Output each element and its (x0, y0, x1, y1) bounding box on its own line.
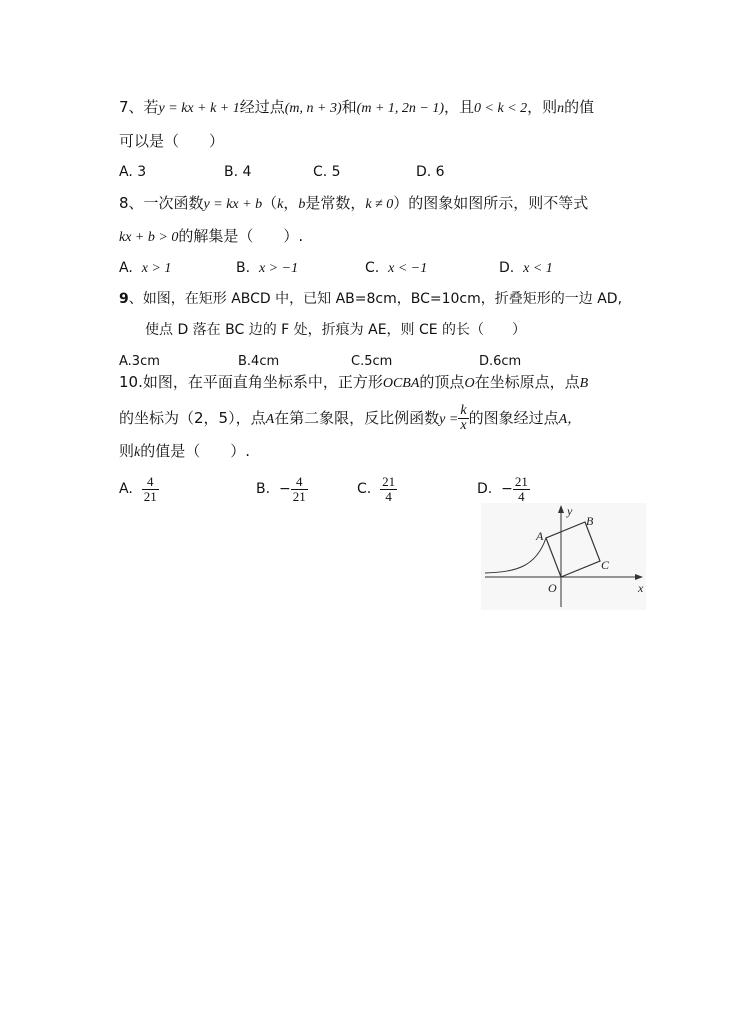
q10-option-d-sign: − (501, 481, 513, 497)
q10-text4: 的坐标为（2，5），点 (119, 409, 266, 427)
q7-condition: 0 < k < 2 (474, 101, 528, 116)
q9-line2: 使点 D 落在 BC 边的 F 处，折痕为 AE，则 CE 的长（ ） (145, 322, 527, 338)
q8-var-k: k (277, 197, 284, 212)
q10-option-c-fraction (380, 475, 397, 504)
q10-square-name: OCBA (382, 376, 420, 391)
q9-number: 9 (119, 291, 129, 307)
q9-option-b: B.4cm (238, 354, 280, 369)
q10-option-c-den: 4 (385, 488, 392, 504)
q10-option-b-sign: − (278, 481, 291, 497)
q7-option-a: A. 3 (119, 164, 147, 180)
q10-line2 (119, 400, 581, 436)
q10-text5: 在第二象限，反比例函数 (274, 409, 440, 427)
q8-option-d-label: D. (499, 260, 515, 276)
q7-text3: ，则 (527, 98, 558, 116)
q10-fraction-k-over-x (458, 404, 468, 433)
q8-option-c-value: x < −1 (388, 261, 428, 276)
q8-equation: y = kx + b (203, 197, 263, 212)
q10-option-a-label: A. (119, 481, 133, 497)
label-a: A (536, 529, 544, 543)
q8-option-b (236, 258, 298, 279)
q10-text: 10.如图，在平面直角坐标系中，正方形 (119, 373, 383, 391)
q7-option-b: B. 4 (224, 164, 252, 180)
q9-line1 (119, 289, 622, 309)
q8-inequality: kx + b > 0 (119, 230, 179, 245)
q10-option-b-fraction (291, 475, 308, 504)
q9-text: 、如图，在矩形 ABCD 中，已知 AB=8cm，BC=10cm，折叠矩形的一边 AD, (128, 291, 623, 307)
q7-number: 7、若 (119, 98, 159, 116)
q8-option-c (365, 258, 427, 279)
q8-option-a-value: x > 1 (141, 261, 172, 276)
q10-option-b-num: 4 (291, 475, 308, 490)
q8-option-b-label: B. (236, 260, 251, 276)
q9-option-c: C.5cm (351, 354, 393, 369)
figure-background (481, 503, 646, 610)
q10-option-b-den: 21 (292, 488, 306, 504)
q10-point-a: A (265, 412, 275, 427)
q10-text2: 的顶点 (419, 373, 465, 391)
q7-var-n: n (557, 101, 565, 116)
q7-option-c: C. 5 (313, 164, 341, 180)
q10-option-c-num: 21 (382, 473, 396, 489)
q10-option-b (256, 472, 308, 506)
q10-option-a-fraction (142, 475, 159, 504)
q10-frac-num: k (460, 403, 467, 418)
q7-text2: ，且 (444, 98, 475, 116)
q10-option-d-num: 21 (514, 473, 528, 489)
q10-func-y: y = (439, 412, 459, 427)
q10-coordinate-figure (481, 503, 646, 610)
label-o: O (548, 581, 557, 595)
q10-point-a2: A， (558, 412, 582, 427)
q7-and: 和 (341, 98, 357, 116)
q7-line2: 可以是（ ） (119, 132, 225, 150)
q10-var-k: k (134, 445, 141, 460)
q8-var-b: b (298, 197, 306, 212)
label-x: x (638, 581, 644, 595)
q8-condition: k ≠ 0 (365, 197, 394, 212)
q10-option-a (119, 472, 159, 506)
q10-line1 (119, 372, 588, 394)
q10-option-b-label: B. (256, 481, 271, 497)
q10-line3 (119, 441, 250, 463)
q7-point1: (m, n + 3) (284, 101, 342, 116)
q7-text: 经过点 (239, 98, 285, 116)
q10-option-d-label: D. (477, 481, 493, 497)
q10-option-a-den: 21 (143, 488, 157, 504)
q10-option-c-label: C. (357, 481, 372, 497)
q8-option-a-label: A. (119, 260, 133, 276)
q10-text3: 在坐标原点，点 (474, 373, 580, 391)
q10-point-b: B (579, 376, 589, 391)
q8-number: 8、一次函数 (119, 194, 204, 212)
label-b: B (586, 514, 594, 528)
label-y: y (567, 504, 573, 518)
q10-text8: 的值是（ ）. (140, 442, 251, 460)
q8-line2 (119, 226, 303, 248)
label-c: C (601, 558, 610, 572)
q10-option-d-fraction (513, 475, 530, 504)
q8-option-d-value: x < 1 (523, 261, 553, 276)
q9-option-a: A.3cm (119, 354, 160, 369)
q8-paren: （ (262, 194, 278, 212)
q10-frac-den: x (460, 418, 467, 433)
q10-point-o: O (464, 376, 475, 391)
q8-text: 是常数， (305, 194, 366, 212)
q8-option-c-label: C. (365, 260, 380, 276)
q10-text6: 的图象经过点 (468, 409, 559, 427)
q10-option-a-num: 4 (142, 475, 159, 490)
q8-text3: 的解集是（ ）. (178, 227, 304, 245)
q7-point2: (m + 1, 2n − 1) (356, 101, 445, 116)
q7-equation: y = kx + k + 1 (158, 101, 240, 116)
q10-option-c (357, 472, 397, 506)
q8-comma: ， (283, 194, 299, 212)
q7-text4: 的值 (564, 98, 595, 116)
q9-option-d: D.6cm (479, 354, 522, 369)
q8-option-d (499, 258, 553, 279)
q7-option-d: D. 6 (416, 164, 445, 180)
q8-text2: ）的图象如图所示，则不等式 (393, 194, 589, 212)
q7-line1 (119, 97, 594, 119)
q8-line1 (119, 193, 588, 215)
q10-text7: 则 (119, 442, 135, 460)
q8-option-a (119, 258, 171, 279)
q10-option-d (477, 472, 530, 506)
q10-option-d-den: 4 (518, 488, 525, 504)
q8-option-b-value: x > −1 (258, 261, 299, 276)
